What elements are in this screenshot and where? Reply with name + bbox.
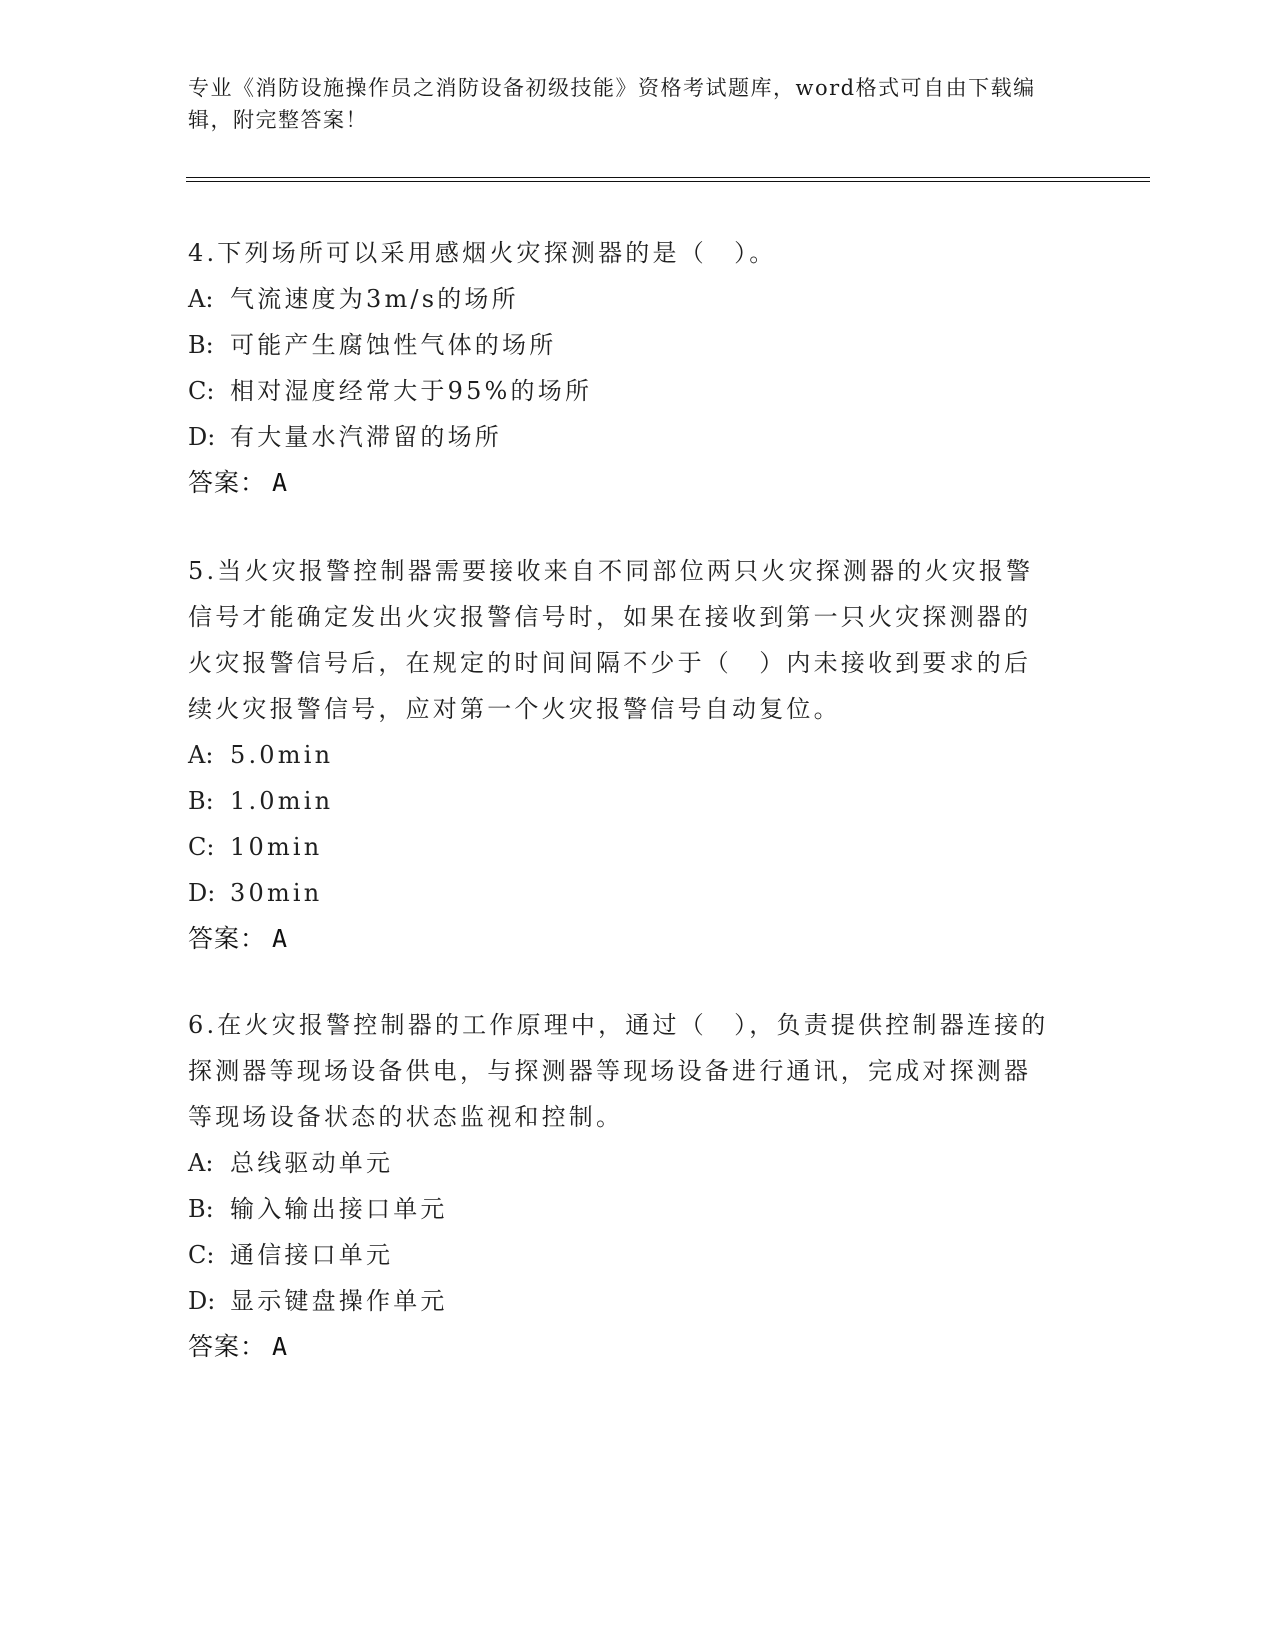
question-4 xyxy=(188,230,1058,506)
option-letter: C: xyxy=(188,833,215,861)
option-letter: A: xyxy=(188,285,214,313)
option-letter: A: xyxy=(188,1149,214,1177)
option-text: 输入输出接口单元 xyxy=(230,1195,448,1223)
document-header: 专业《消防设施操作员之消防设备初级技能》资格考试题库，word格式可自由下载编辑，附完整答案！ xyxy=(188,76,1036,132)
option-text: 相对湿度经常大于95%的场所 xyxy=(230,377,593,405)
option-b xyxy=(188,1186,1058,1232)
option-letter: B: xyxy=(188,787,214,815)
option-a xyxy=(188,276,1058,322)
answer-line xyxy=(188,1324,1058,1370)
option-text: 30min xyxy=(230,879,323,907)
option-a xyxy=(188,1140,1058,1186)
option-b xyxy=(188,322,1058,368)
answer-line xyxy=(188,460,1058,506)
question-5 xyxy=(188,548,1058,962)
option-c xyxy=(188,368,1058,414)
answer-value: A xyxy=(272,1332,289,1361)
answer-line xyxy=(188,916,1058,962)
option-text: 1.0min xyxy=(230,787,334,815)
header-divider xyxy=(186,177,1150,182)
option-c xyxy=(188,824,1058,870)
option-text: 有大量水汽滞留的场所 xyxy=(230,423,502,451)
option-letter: C: xyxy=(188,377,215,405)
answer-value: A xyxy=(272,468,289,497)
option-letter: C: xyxy=(188,1241,215,1269)
option-text: 5.0min xyxy=(230,741,334,769)
option-letter: D: xyxy=(188,879,216,907)
option-text: 总线驱动单元 xyxy=(230,1149,394,1177)
option-text: 通信接口单元 xyxy=(230,1241,394,1269)
option-text: 显示键盘操作单元 xyxy=(230,1287,448,1315)
option-text: 10min xyxy=(230,833,323,861)
question-stem: 4.下列场所可以采用感烟火灾探测器的是（ ）。 xyxy=(188,239,777,267)
question-stem: 6.在火灾报警控制器的工作原理中，通过（ ），负责提供控制器连接的探测器等现场设备供电，与探测器等现场设备进行通讯，完成对探测器等现场设备状态的状态监视和控制。 xyxy=(188,1011,1049,1131)
option-letter: B: xyxy=(188,1195,214,1223)
answer-label: 答案： xyxy=(188,1332,267,1361)
option-letter: A: xyxy=(188,741,214,769)
option-text: 可能产生腐蚀性气体的场所 xyxy=(230,331,557,359)
option-letter: D: xyxy=(188,1287,216,1315)
answer-label: 答案： xyxy=(188,924,267,953)
option-c xyxy=(188,1232,1058,1278)
option-b xyxy=(188,778,1058,824)
question-stem: 5.当火灾报警控制器需要接收来自不同部位两只火灾探测器的火灾报警信号才能确定发出火灾报警信号时，如果在接收到第一只火灾探测器的火灾报警信号后，在规定的时间间隔不少于（ ）内未接收到要求的后续火灾报警信号，应对第一个火灾报警信号自动复位。 xyxy=(188,557,1034,723)
option-letter: B: xyxy=(188,331,214,359)
answer-label: 答案： xyxy=(188,468,267,497)
option-d xyxy=(188,414,1058,460)
question-6 xyxy=(188,1002,1058,1370)
option-d xyxy=(188,870,1058,916)
option-text: 气流速度为3m/s的场所 xyxy=(230,285,519,313)
answer-value: A xyxy=(272,924,289,953)
option-a xyxy=(188,732,1058,778)
option-d xyxy=(188,1278,1058,1324)
option-letter: D: xyxy=(188,423,216,451)
